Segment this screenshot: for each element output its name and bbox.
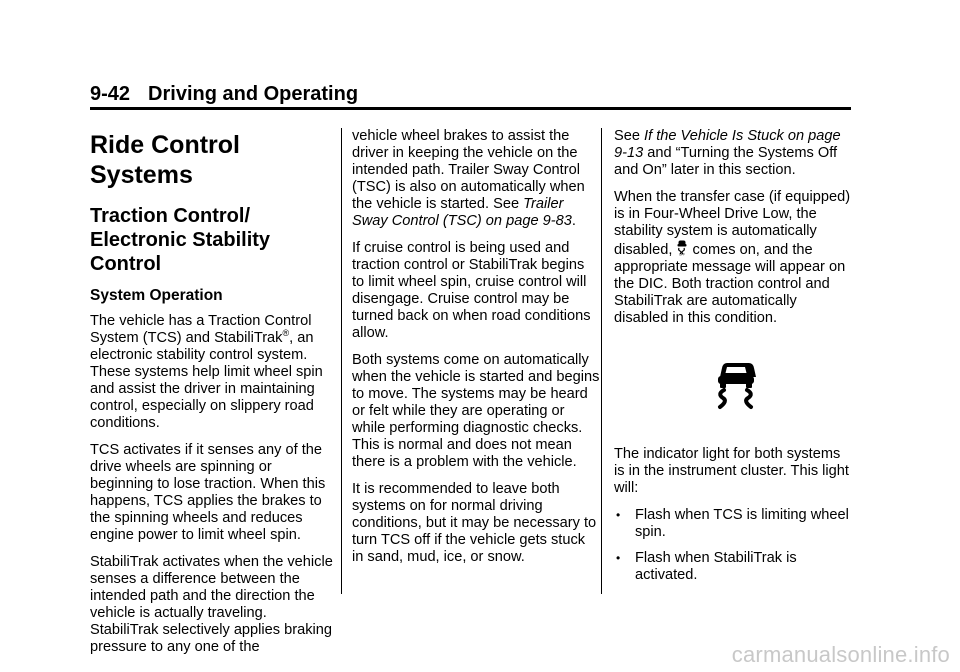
section-heading: Traction Control/ Electronic Stability Control xyxy=(90,205,271,275)
paragraph xyxy=(90,313,338,432)
column-divider-1 xyxy=(341,128,342,594)
paragraph: It is recommended to leave both systems on for normal driving conditions, but it may be necessary to turn TCS off if the vehicle gets stuck in sand, mud, ice, or snow. xyxy=(352,481,597,565)
paragraph xyxy=(614,128,854,179)
bullet-glyph: • xyxy=(616,508,621,522)
text-run: , an electronic stability control system. These systems help limit wheel spin and assist the driver in maintaining control, especially on slippery road conditions. xyxy=(90,330,323,431)
paragraph xyxy=(352,128,600,230)
stabilitrak-off-icon xyxy=(676,240,688,256)
column-1 xyxy=(90,130,338,666)
subsection-heading: System Operation xyxy=(90,287,223,304)
text-run: . xyxy=(571,213,576,229)
bullet-list xyxy=(614,507,854,584)
page-header xyxy=(90,82,850,106)
registered-mark: ® xyxy=(282,328,290,339)
paragraph xyxy=(614,189,854,327)
paragraph: The indicator light for both systems is in the instrument cluster. This light will: xyxy=(614,446,849,496)
text-run: comes on, and the appropriate message will appear on the DIC. Both traction control and StabiliTrak are automatically disabled in this condition. xyxy=(614,242,846,326)
header-rule xyxy=(90,107,851,110)
list-item xyxy=(614,550,854,584)
section-title: Driving and Operating xyxy=(148,83,359,105)
cross-reference: Trailer Sway Control (TSC) on page 9-83 xyxy=(352,196,572,229)
text-run: When the transfer case (if equipped) is in Four-Wheel Drive Low, the stability system is automatically disabled, xyxy=(614,189,851,258)
paragraph: StabiliTrak activates when the vehicle senses a difference between the intended path and the direction the vehicle is actually traveling. StabiliTrak selectively applies braking pressure to any one of the xyxy=(90,554,333,655)
svg-text:OFF: OFF xyxy=(679,252,686,256)
cross-reference: If the Vehicle Is Stuck on page 9-13 xyxy=(614,128,841,161)
list-item-text: Flash when TCS is limiting wheel spin. xyxy=(635,507,849,540)
column-2 xyxy=(352,128,600,576)
text-run: See xyxy=(614,128,645,144)
page-title: Ride Control Systems xyxy=(90,131,240,189)
text-run: vehicle wheel brakes to assist the driver in keeping the vehicle on the intended path. Trailer Sway Control (TSC) is also on automatically when the vehicle is started. See xyxy=(352,128,585,212)
column-3 xyxy=(614,128,854,593)
page-number: 9-42 xyxy=(90,83,131,105)
column-divider-2 xyxy=(601,128,602,594)
bullet-glyph: • xyxy=(616,551,621,565)
list-item xyxy=(614,507,854,541)
paragraph: Both systems come on automatically when the vehicle is started and begins to move. The systems may be heard or felt while they are operating or while performing diagnostic checks. This is normal and does not mean there is a problem with the vehicle. xyxy=(352,352,600,470)
traction-control-indicator-icon xyxy=(710,359,762,411)
watermark: carmanualsonline.info xyxy=(731,642,950,667)
list-item-text: Flash when StabiliTrak is activated. xyxy=(635,550,797,583)
paragraph: TCS activates if it senses any of the drive wheels are spinning or beginning to lose traction. When this happens, TCS applies the brakes to the spinning wheels and reduces engine power to limit wheel spin. xyxy=(90,442,326,543)
text-run: The vehicle has a Traction Control System (TCS) and StabiliTrak xyxy=(90,313,312,346)
text-run: and “Turning the Systems Off and On” later in this section. xyxy=(614,145,838,178)
paragraph: If cruise control is being used and traction control or StabiliTrak begins to limit wheel spin, cruise control will disengage. Cruise control may be turned back on when road conditions allow. xyxy=(352,240,591,341)
